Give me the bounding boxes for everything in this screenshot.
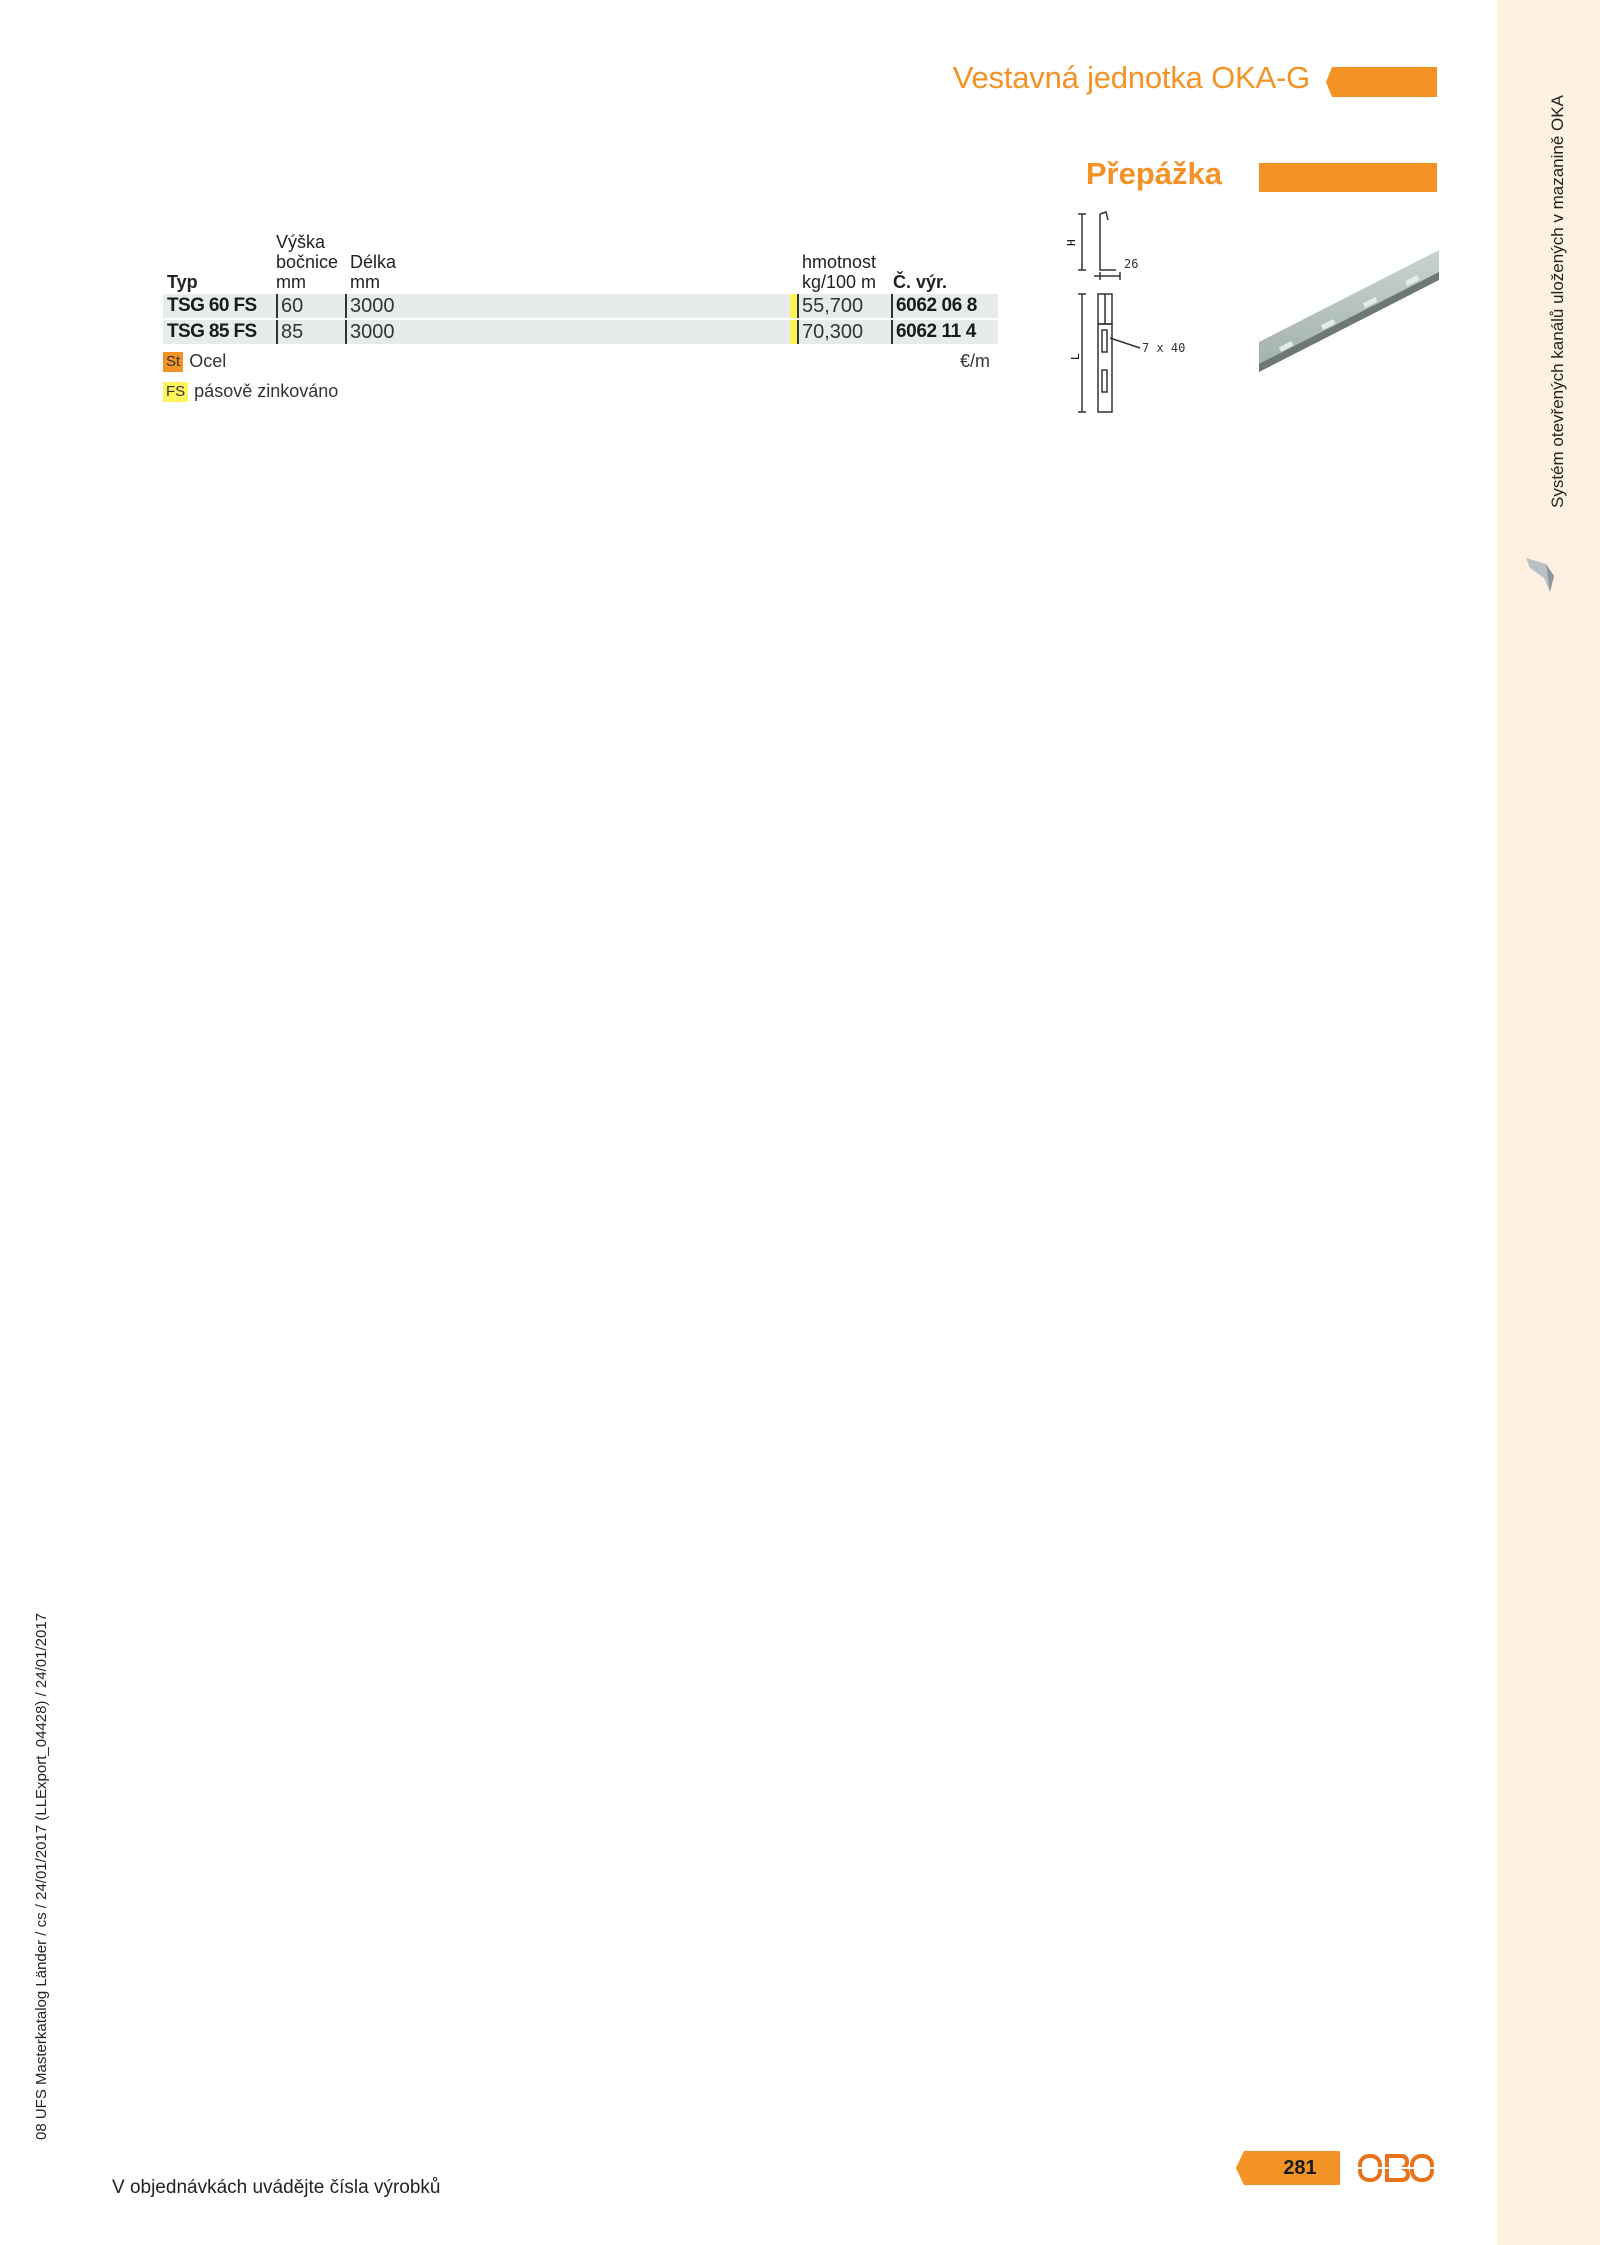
table-header [163, 222, 998, 292]
cell-cislo: 6062 11 4 [891, 320, 976, 344]
cell-typ: TSG 85 FS [167, 321, 257, 342]
cell-hmotnost: 55,700 [797, 294, 863, 318]
cell-typ: TSG 60 FS [167, 295, 257, 316]
fs-marker [790, 294, 797, 318]
legend-material [163, 351, 226, 372]
label-slots: 7 x 40 [1142, 341, 1186, 355]
page-number: 281 [1283, 2157, 1317, 2179]
table-row [163, 320, 998, 344]
table-row [163, 294, 998, 318]
legend-finish [163, 381, 338, 402]
header-vyska: Výška bočnice mm [276, 232, 339, 292]
header-typ: Typ [167, 272, 198, 292]
price-unit: €/m [960, 351, 991, 371]
cell-hmotnost: 70,300 [797, 320, 863, 344]
finish-badge: FS [163, 382, 188, 402]
header-delka: Délka mm [350, 252, 397, 292]
label-h: H [1065, 239, 1078, 246]
cell-vyska: 60 [276, 294, 303, 318]
material-badge: St [163, 352, 183, 372]
label-width: 26 [1124, 257, 1139, 271]
section-accent-bar [1259, 163, 1437, 192]
section-title: Přepážka [1085, 156, 1222, 191]
fs-marker [790, 320, 797, 344]
legend-label: Ocel [189, 351, 227, 371]
cell-vyska: 85 [276, 320, 303, 344]
cell-delka: 3000 [345, 294, 395, 318]
catalog-meta: 08 UFS Masterkatalog Länder / cs / 24/01/2017 (LLExport_04428) / 24/01/2017 [33, 1612, 50, 2140]
cell-cislo: 6062 06 8 [891, 294, 977, 318]
legend-label: pásově zinkováno [194, 381, 339, 401]
page-title: Vestavná jednotka OKA-G [952, 60, 1310, 95]
sidebar-category-text: Systém otevřených kanálů uložených v mazanině OKA [1548, 95, 1567, 508]
obo-logo [1357, 2151, 1435, 2185]
cell-delka: 3000 [345, 320, 395, 344]
technical-drawing [1052, 208, 1212, 420]
header-hmotnost: hmotnost kg/100 m [802, 252, 877, 292]
product-table [163, 222, 998, 344]
label-l: L [1069, 353, 1082, 360]
channel-thumbnail-icon [1524, 556, 1560, 596]
header-accent-bar [1326, 67, 1437, 97]
header-cislo: Č. výr. [893, 272, 948, 292]
order-note: V objednávkách uvádějte čísla výrobků [112, 2177, 441, 2198]
product-photo [1259, 246, 1439, 376]
